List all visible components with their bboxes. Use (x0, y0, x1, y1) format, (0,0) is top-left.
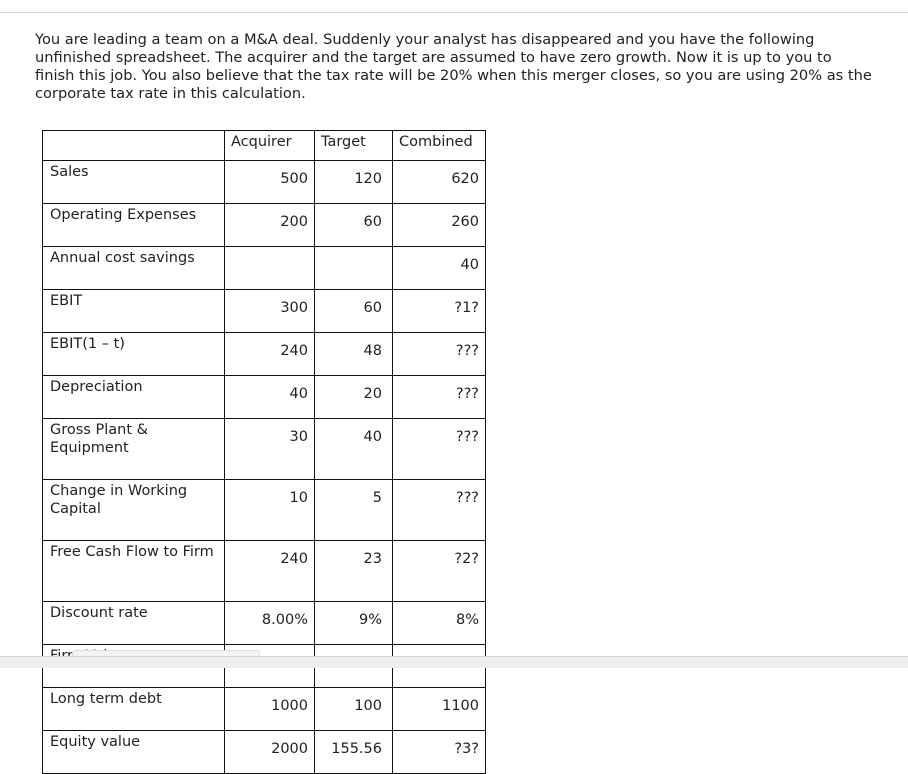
table-row (43, 602, 486, 645)
acquirer-cell: 8.00% (225, 602, 315, 645)
combined-cell: ??? (393, 333, 486, 376)
table-row (43, 247, 486, 290)
target-cell: 100 (315, 688, 393, 731)
row-label: Gross Plant & Equipment (43, 419, 225, 480)
target-cell: 5 (315, 480, 393, 541)
row-label: Equity value (43, 731, 225, 774)
table-row (43, 376, 486, 419)
acquirer-cell (225, 247, 315, 290)
target-cell: 40 (315, 419, 393, 480)
row-label: Operating Expenses (43, 204, 225, 247)
combined-cell: 40 (393, 247, 486, 290)
acquirer-cell: 240 (225, 541, 315, 602)
target-cell (315, 247, 393, 290)
acquirer-cell: 240 (225, 333, 315, 376)
row-label: Annual cost savings (43, 247, 225, 290)
combined-cell: ??? (393, 480, 486, 541)
table-row (43, 333, 486, 376)
target-cell: 23 (315, 541, 393, 602)
header-combined: Combined (393, 131, 486, 161)
header-empty-cell (43, 131, 225, 161)
combined-cell: ?3? (393, 731, 486, 774)
bottom-bar (0, 656, 908, 668)
table-header-row (43, 131, 486, 161)
row-label: Depreciation (43, 376, 225, 419)
target-cell: 120 (315, 161, 393, 204)
combined-cell: 1100 (393, 688, 486, 731)
acquirer-cell: 40 (225, 376, 315, 419)
row-label: EBIT(1 – t) (43, 333, 225, 376)
target-cell: 155.56 (315, 731, 393, 774)
acquirer-cell: 500 (225, 161, 315, 204)
acquirer-cell: 2000 (225, 731, 315, 774)
combined-cell: ??? (393, 419, 486, 480)
row-label: Change in Working Capital (43, 480, 225, 541)
acquirer-cell: 1000 (225, 688, 315, 731)
table-row (43, 731, 486, 774)
combined-cell: ?2? (393, 541, 486, 602)
financial-table (42, 130, 486, 774)
table-row (43, 290, 486, 333)
row-label: Discount rate (43, 602, 225, 645)
table-row (43, 541, 486, 602)
acquirer-cell: 30 (225, 419, 315, 480)
acquirer-cell: 10 (225, 480, 315, 541)
header-acquirer: Acquirer (225, 131, 315, 161)
combined-cell: 8% (393, 602, 486, 645)
combined-cell: 260 (393, 204, 486, 247)
row-label: Long term debt (43, 688, 225, 731)
row-label: Free Cash Flow to Firm (43, 541, 225, 602)
combined-cell: 620 (393, 161, 486, 204)
target-cell: 20 (315, 376, 393, 419)
table-row (43, 480, 486, 541)
target-cell: 48 (315, 333, 393, 376)
header-target: Target (315, 131, 393, 161)
table-row (43, 419, 486, 480)
combined-cell: ??? (393, 376, 486, 419)
acquirer-cell: 300 (225, 290, 315, 333)
target-cell: 60 (315, 204, 393, 247)
target-cell: 9% (315, 602, 393, 645)
target-cell: 60 (315, 290, 393, 333)
row-label: Sales (43, 161, 225, 204)
row-label: EBIT (43, 290, 225, 333)
table-row (43, 204, 486, 247)
top-divider (0, 12, 908, 13)
acquirer-cell: 200 (225, 204, 315, 247)
table-row (43, 688, 486, 731)
combined-cell: ?1? (393, 290, 486, 333)
question-text: You are leading a team on a M&A deal. Suddenly your analyst has disappeared and you have the following unfinished spreadsheet. The acquirer and the target are assumed to have zero growth. Now it is up to you to finish this job. You also believe that the tax rate will be 20% when this merger closes, so you are using 20% as the corporate tax rate in this calculation. (35, 31, 872, 102)
table-row (43, 161, 486, 204)
